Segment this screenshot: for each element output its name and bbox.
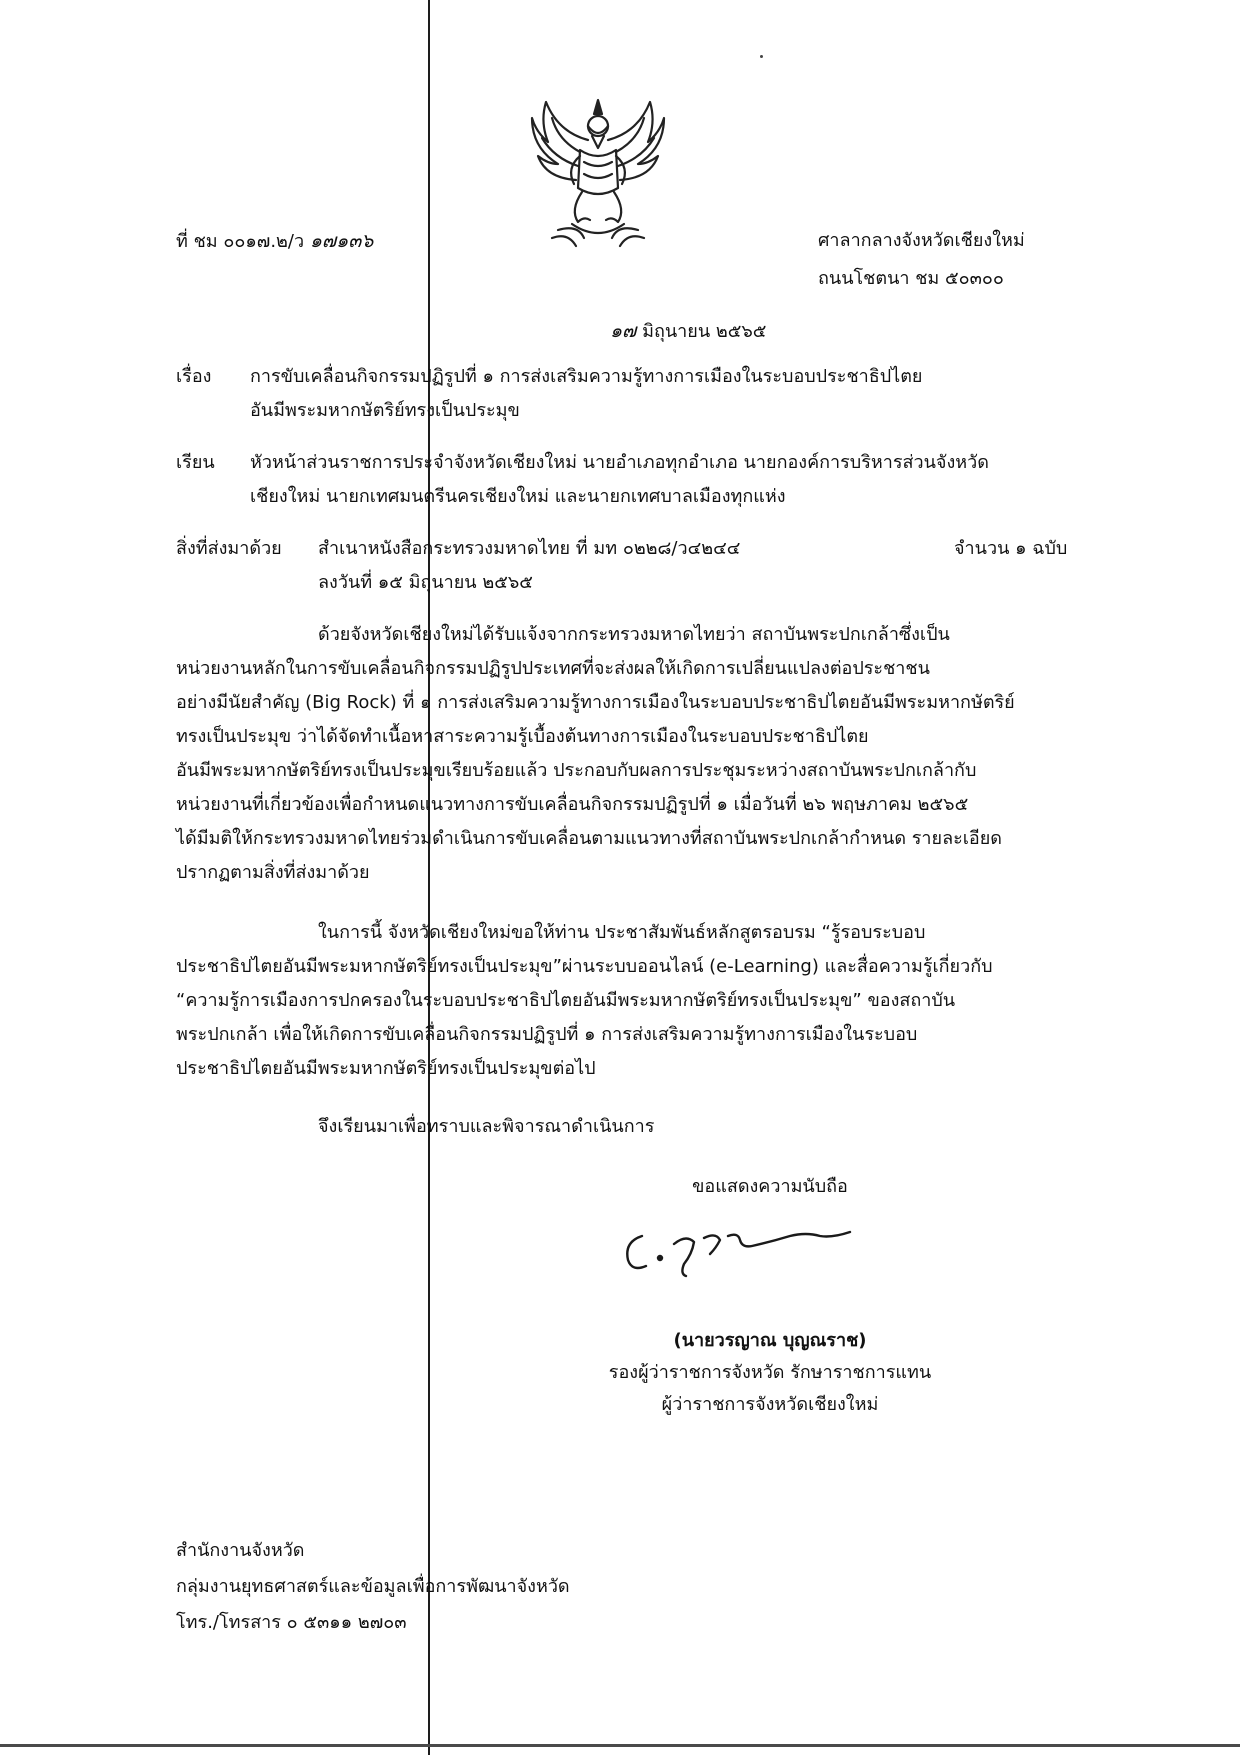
closing-salutation: ขอแสดงความนับถือ [692, 1176, 848, 1197]
sender-address-line2: ถนนโชตนา ชม ๕๐๓๐๐ [818, 268, 1004, 289]
paragraph-1-line: ได้มีมติให้กระทรวงมหาดไทยร่วมดำเนินการขับเคลื่อนตามแนวทางที่สถาบันพระปกเกล้ากำหนด รายละเอียด [176, 828, 1002, 849]
reference-handwritten-number: ๑๗๑๓๖ [309, 230, 374, 252]
garuda-emblem-svg [518, 92, 678, 252]
garuda-emblem-icon [518, 92, 678, 252]
paragraph-2-line: พระปกเกล้า เพื่อให้เกิดการขับเคลื่อนกิจกรรมปฏิรูปที่ ๑ การส่งเสริมความรู้ทางการเมืองในระบอบ [176, 1024, 918, 1045]
subject-line1: การขับเคลื่อนกิจกรรมปฏิรูปที่ ๑ การส่งเสริมความรู้ทางการเมืองในระบอบประชาธิปไตย [250, 366, 923, 387]
footer-contact: โทร./โทรสาร ๐ ๕๓๑๑ ๒๗๐๓ [176, 1612, 407, 1633]
enclosure-line2: ลงวันที่ ๑๕ มิถุนายน ๒๕๖๕ [318, 572, 533, 593]
sender-address-line1: ศาลากลางจังหวัดเชียงใหม่ [818, 230, 1025, 251]
handwritten-signature-icon [620, 1214, 860, 1284]
footer-office: สำนักงานจังหวัด [176, 1540, 305, 1561]
scan-vertical-line [428, 0, 430, 1755]
paragraph-1-line: อย่างมีนัยสำคัญ (Big Rock) ที่ ๑ การส่งเสริมความรู้ทางการเมืองในระบอบประชาธิปไตยอันมีพระมหากษัตริย์ [176, 692, 1015, 713]
date-month-year: มิถุนายน ๒๕๖๕ [642, 321, 767, 342]
signature-svg [620, 1214, 860, 1284]
paragraph-1-line: อันมีพระมหากษัตริย์ทรงเป็นประมุขเรียบร้อยแล้ว ประกอบกับผลการประชุมระหว่างสถาบันพระปกเกล้ากับ [176, 760, 977, 781]
signatory-position-line1: รองผู้ว่าราชการจังหวัด รักษาราชการแทน [608, 1362, 932, 1383]
recipient-line1: หัวหน้าส่วนราชการประจำจังหวัดเชียงใหม่ นายอำเภอทุกอำเภอ นายกองค์การบริหารส่วนจังหวัด [250, 452, 989, 473]
closing-request: จึงเรียนมาเพื่อทราบและพิจารณาดำเนินการ [318, 1116, 655, 1137]
enclosure-quantity: จำนวน ๑ ฉบับ [954, 538, 1068, 559]
scan-speck [760, 55, 763, 58]
paragraph-1-line: หน่วยงานหลักในการขับเคลื่อนกิจกรรมปฏิรูปประเทศที่จะส่งผลให้เกิดการเปลี่ยนแปลงต่อประชาชน [176, 658, 930, 679]
signatory-name: (นายวรญาณ บุญณราช) [673, 1330, 867, 1351]
signatory-position-line2: ผู้ว่าราชการจังหวัดเชียงใหม่ [661, 1394, 879, 1415]
reference-prefix: ที่ ชม ๐๐๑๗.๒/ว [176, 231, 305, 252]
footer-division: กลุ่มงานยุทธศาสตร์และข้อมูลเพื่อการพัฒนาจังหวัด [176, 1576, 570, 1597]
paragraph-2-line: “ความรู้การเมืองการปกครองในระบอบประชาธิปไตยอันมีพระมหากษัตริย์ทรงเป็นประมุข” ของสถาบัน [176, 990, 956, 1011]
date-handwritten-day: ๑๗ [610, 320, 637, 342]
paragraph-2-line: ประชาธิปไตยอันมีพระมหากษัตริย์ทรงเป็นประมุขต่อไป [176, 1058, 596, 1079]
paragraph-2-line: ในการนี้ จังหวัดเชียงใหม่ขอให้ท่าน ประชาสัมพันธ์หลักสูตรอบรม “รู้รอบระบอบ [318, 922, 926, 943]
scan-bottom-border [0, 1744, 1240, 1747]
enclosure-label: สิ่งที่ส่งมาด้วย [176, 538, 282, 559]
subject-label: เรื่อง [176, 366, 212, 387]
document-date [610, 320, 766, 344]
paragraph-1-line: ทรงเป็นประมุข ว่าได้จัดทำเนื้อหาสาระความรู้เบื้องต้นทางการเมืองในระบอบประชาธิปไตย [176, 726, 869, 747]
recipient-label: เรียน [176, 452, 215, 473]
reference-number [176, 230, 373, 254]
paragraph-1-line: ปรากฏตามสิ่งที่ส่งมาด้วย [176, 862, 370, 883]
recipient-line2: เชียงใหม่ นายกเทศมนตรีนครเชียงใหม่ และนายกเทศบาลเมืองทุกแห่ง [250, 486, 786, 507]
paragraph-2-line: ประชาธิปไตยอันมีพระมหากษัตริย์ทรงเป็นประมุข”ผ่านระบบออนไลน์ (e-Learning) และสื่อความรู้เกี่ยวกับ [176, 956, 993, 977]
paragraph-1-line: ด้วยจังหวัดเชียงใหม่ได้รับแจ้งจากกระทรวงมหาดไทยว่า สถาบันพระปกเกล้าซึ่งเป็น [318, 624, 950, 645]
paragraph-1-line: หน่วยงานที่เกี่ยวข้องเพื่อกำหนดแนวทางการขับเคลื่อนกิจกรรมปฏิรูปที่ ๑ เมื่อวันที่ ๒๖ พฤษภาคม ๒๕๖๕ [176, 794, 969, 815]
enclosure-line1: สำเนาหนังสือกระทรวงมหาดไทย ที่ มท ๐๒๒๘/ว๔๒๔๔ [318, 538, 741, 559]
subject-line2: อันมีพระมหากษัตริย์ทรงเป็นประมุข [250, 400, 520, 421]
